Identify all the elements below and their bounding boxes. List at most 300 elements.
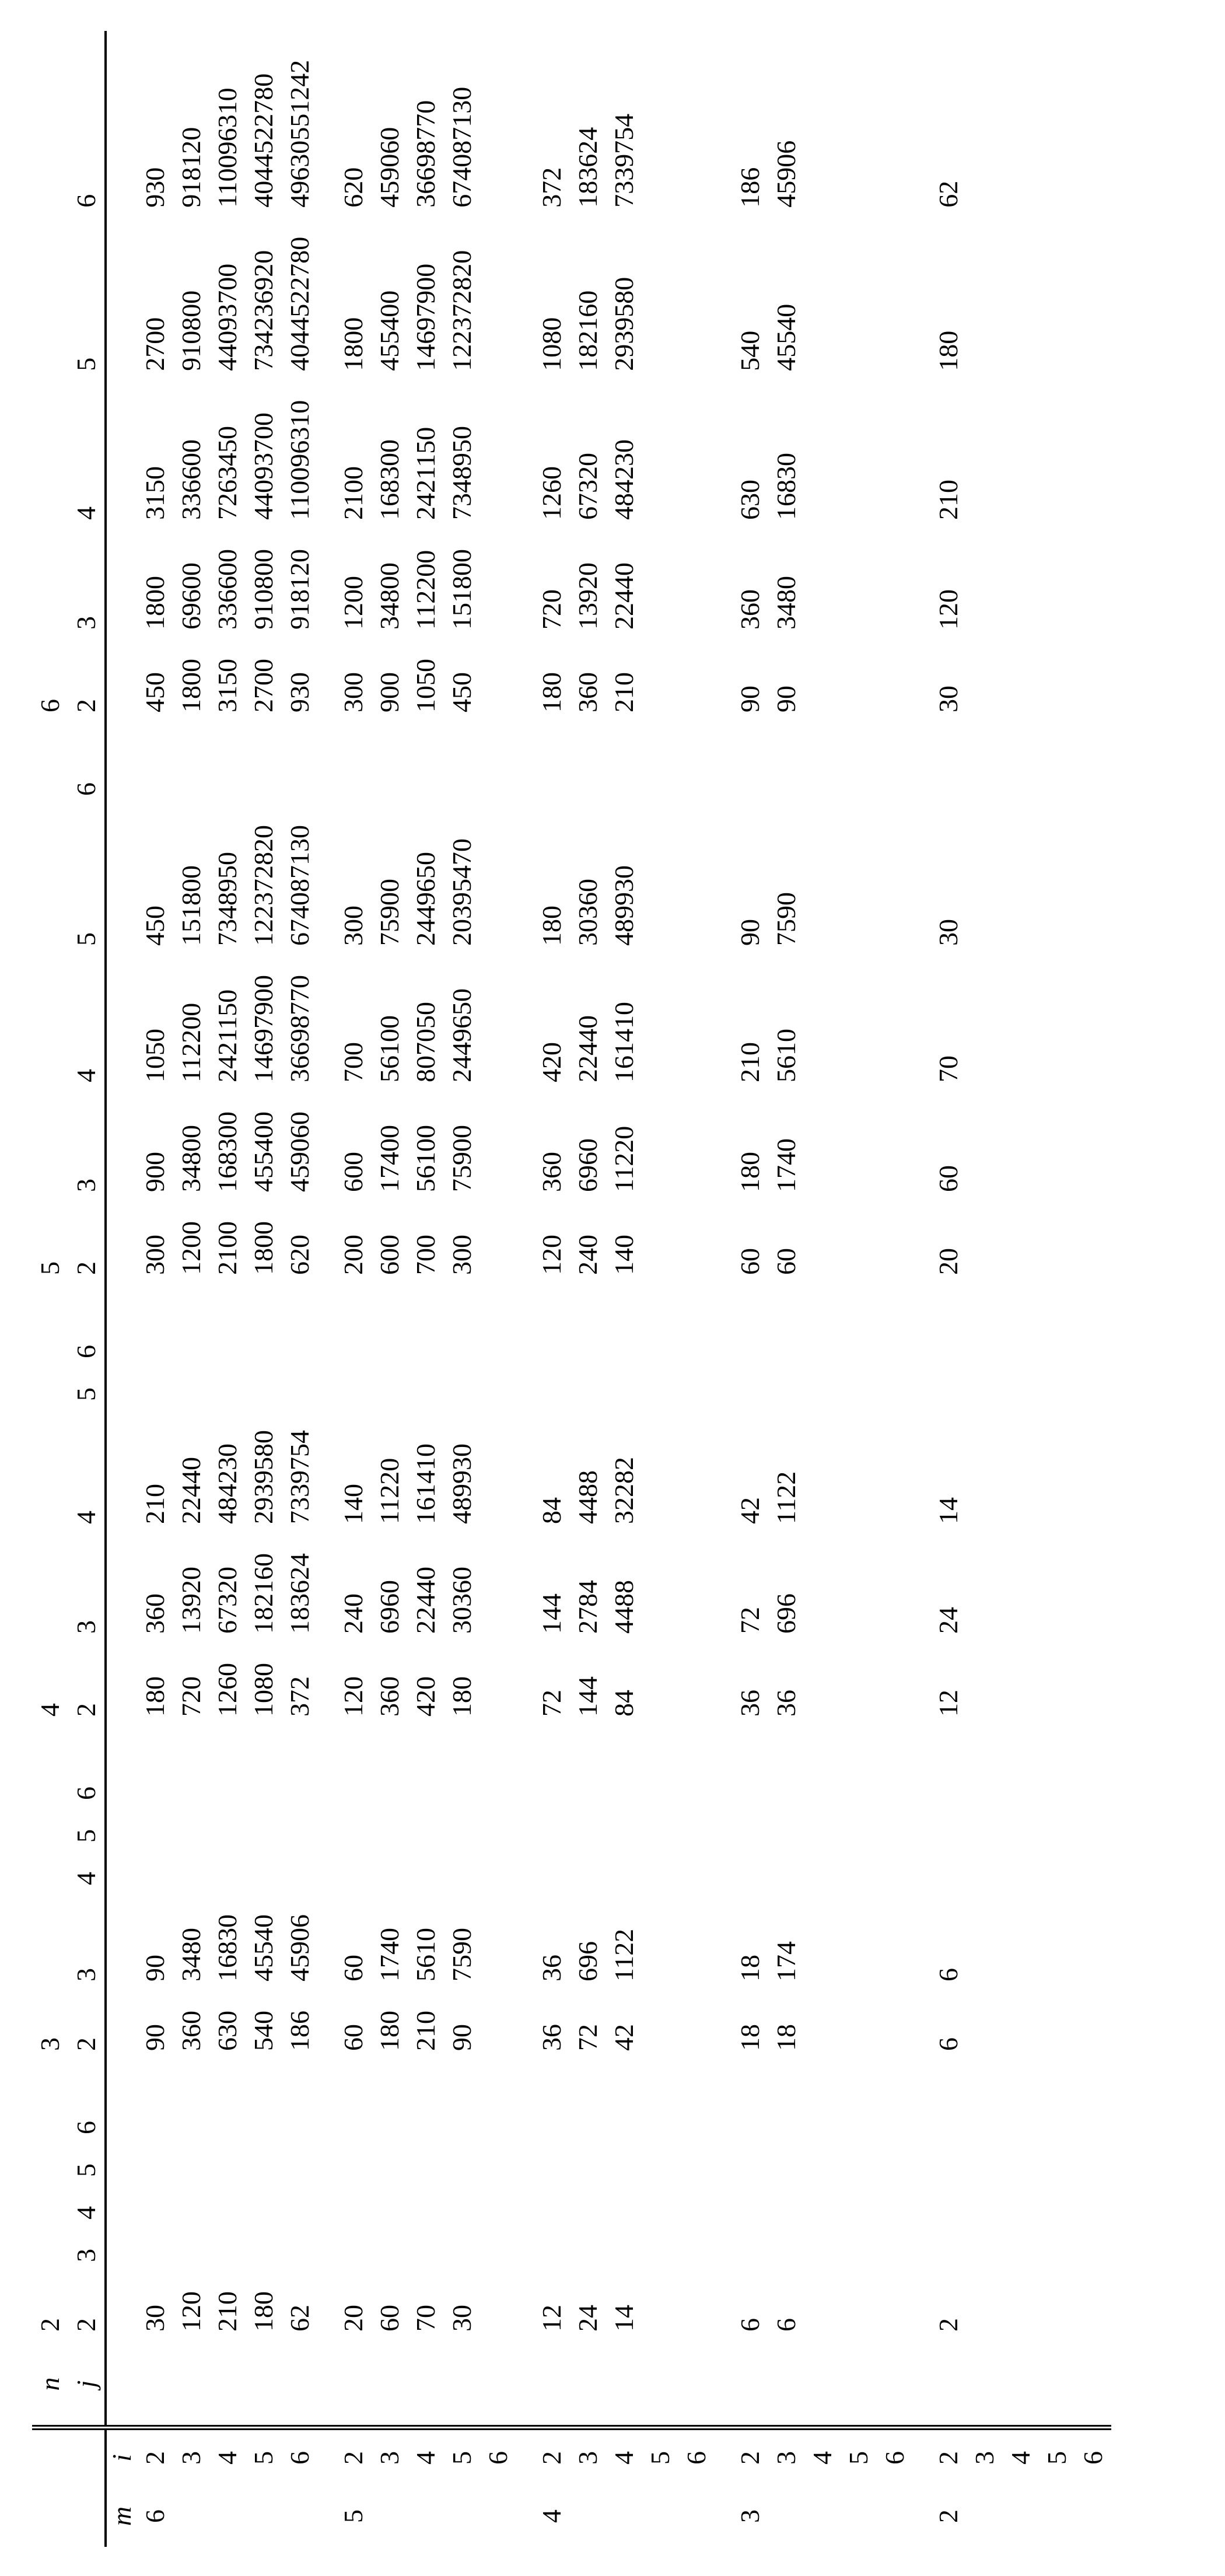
- n-group-label-2-pad: [32, 2092, 68, 2134]
- cell-m4i4-n6j5: 2939580: [609, 277, 639, 371]
- cell-m6i5-n3j3: 45540: [249, 1914, 278, 1981]
- cell-m5i6-n5j2: [480, 1192, 516, 1316]
- cell-m5i6-n5j4: [480, 946, 516, 1082]
- cell-m5i3-n4j5: [372, 1358, 408, 1401]
- cell-m5i4-n3j6: [408, 1757, 444, 1800]
- cell-m3i6-n2j6: [877, 2092, 913, 2134]
- cell-m4i4-n2j5: [606, 2134, 642, 2177]
- m-label-6-blank: [246, 2486, 282, 2547]
- cell-m5i4-n5j4: 807050: [411, 1002, 440, 1082]
- i-label-m5-i6: 6: [483, 2451, 513, 2465]
- cell-m2i5-n6j4: [1039, 371, 1075, 520]
- cell-m6i6-n3j2: 186: [285, 2011, 314, 2051]
- cell-m6i3-n2j5: [173, 2134, 209, 2177]
- cell-m6i4-n3j3: 16830: [212, 1914, 242, 1981]
- cell-m2i5-n6j3: [1039, 520, 1075, 630]
- cell-m4i2-n5j4: 420: [537, 1042, 566, 1082]
- cell-m2i4-n4j2: [1003, 1634, 1039, 1757]
- cell-m2i6-n3j5: [1075, 1800, 1111, 1843]
- cell-m3i4-n6j3: [804, 520, 841, 630]
- i-label-m3-i3: 3: [771, 2451, 801, 2465]
- cell-m6i2-n5j5: 450: [140, 906, 170, 946]
- cell-m6i6-n5j2: 620: [285, 1235, 314, 1275]
- gap-filler: [715, 31, 732, 2343]
- cell-m3i6-n2j2: [877, 2262, 913, 2343]
- cell-m3i2-n2j4: [732, 2177, 768, 2220]
- table-row-m2-i6: [1075, 31, 1111, 2547]
- cell-m6i2-n5j4: 1050: [140, 1029, 170, 1082]
- cell-m2i5-n3j4: [1039, 1843, 1075, 1885]
- m-label-5-blank: [480, 2486, 516, 2547]
- cell-m3i2-n5j2: 60: [735, 1248, 765, 1275]
- cell-m4i5-n4j3: [642, 1524, 678, 1634]
- m-label-6: 6: [140, 2509, 170, 2523]
- cell-m2i6-n5j4: [1075, 946, 1111, 1082]
- cell-m2i4-n3j2: [1003, 1981, 1039, 2092]
- mi-blank-cell: [106, 371, 137, 520]
- cell-m4i2-n4j3: 144: [537, 1593, 566, 1634]
- cell-m4i3-n3j3: 696: [573, 1941, 603, 1981]
- cell-m2i5-n2j5: [1039, 2134, 1075, 2177]
- table-row-m2-i3: [967, 31, 1003, 2547]
- cell-m6i3-n2j4: [173, 2177, 209, 2220]
- cell-m4i5-n4j2: [642, 1634, 678, 1757]
- cell-m3i6-n4j6: [877, 1316, 913, 1358]
- cell-m6i4-n2j4: [209, 2177, 246, 2220]
- cell-m6i3-n6j5: 910800: [176, 290, 206, 371]
- cell-m2i4-n5j4: [1003, 946, 1039, 1082]
- cell-m4i4-n6j6: 7339754: [609, 113, 639, 208]
- cell-m6i3-n3j5: [173, 1800, 209, 1843]
- cell-m3i2-n5j3: 180: [735, 1152, 765, 1192]
- cell-m6i6-n5j4: 36698770: [285, 975, 314, 1082]
- cell-m6i2-n3j6: [137, 1757, 173, 1800]
- mi-blank-cell: [106, 520, 137, 630]
- cell-m6i2-n6j6: 930: [140, 167, 170, 208]
- table-row-m4-i5: [642, 31, 678, 2547]
- cell-m6i2-n3j5: [137, 1800, 173, 1843]
- njlab-blank-m3-i4: [804, 2343, 841, 2428]
- cell-m4i6-n4j5: [678, 1358, 715, 1401]
- j-label-n4-j2: 2: [68, 1634, 106, 1757]
- cell-m3i3-n5j4: 5610: [771, 1029, 801, 1082]
- cell-m2i6-n3j6: [1075, 1757, 1111, 1800]
- cell-m2i3-n4j6: [967, 1316, 1003, 1358]
- cell-m3i6-n4j5: [877, 1358, 913, 1401]
- cell-m6i5-n5j3: 455400: [249, 1112, 278, 1192]
- cell-m2i6-n5j6: [1075, 753, 1111, 796]
- mi-header-row: [106, 31, 137, 2547]
- cell-m4i3-n5j6: [570, 753, 606, 796]
- cell-m6i6-n3j3: 45906: [285, 1914, 314, 1981]
- cell-m3i5-n2j3: [841, 2220, 877, 2262]
- cell-m2i6-n2j4: [1075, 2177, 1111, 2220]
- cell-m4i5-n5j2: [642, 1192, 678, 1316]
- cell-m4i6-n6j3: [678, 520, 715, 630]
- cell-m6i6-n4j2: 372: [285, 1676, 314, 1717]
- mi-blank-cell: [106, 1634, 137, 1757]
- i-label-m2-i6: 6: [1078, 2451, 1108, 2465]
- njlab-blank-m2-i2: [930, 2343, 967, 2428]
- cell-m4i5-n4j5: [642, 1358, 678, 1401]
- cell-m3i2-n5j4: 210: [735, 1042, 765, 1082]
- cell-m2i5-n5j2: [1039, 1192, 1075, 1316]
- cell-m3i2-n5j5: 90: [735, 919, 765, 946]
- cell-m3i4-n4j3: [804, 1524, 841, 1634]
- cell-m6i2-n2j3: [137, 2220, 173, 2262]
- cell-m3i6-n5j3: [877, 1082, 913, 1192]
- njlab-blank-m6-i4: [209, 2343, 246, 2428]
- j-header-row: [68, 31, 106, 2547]
- cell-m6i6-n4j3: 183624: [285, 1553, 314, 1634]
- cell-m3i6-n5j4: [877, 946, 913, 1082]
- m-label-5-blank: [444, 2486, 480, 2547]
- cell-m3i4-n4j4: [804, 1401, 841, 1524]
- cell-m5i2-n2j4: [335, 2177, 372, 2220]
- cell-m2i3-n2j2: [967, 2262, 1003, 2343]
- njlab-blank-m3-i6: [877, 2343, 913, 2428]
- mi-blank-cell: [106, 1082, 137, 1192]
- cell-m2i4-n2j5: [1003, 2134, 1039, 2177]
- cell-m2i3-n2j3: [967, 2220, 1003, 2262]
- i-label-m3-i2: 2: [735, 2451, 765, 2465]
- m-label-2-blank: [1003, 2486, 1039, 2547]
- cell-m6i3-n4j4: 22440: [176, 1457, 206, 1524]
- cell-m6i4-n6j6: 110096310: [212, 88, 242, 208]
- cell-m4i3-n4j5: [570, 1358, 606, 1401]
- cell-m3i5-n5j5: [841, 796, 877, 946]
- cell-m4i6-n2j2: [678, 2262, 715, 2343]
- cell-m5i6-n5j3: [480, 1082, 516, 1192]
- cell-m3i4-n3j5: [804, 1800, 841, 1843]
- cell-m5i4-n6j4: 2421150: [411, 427, 440, 520]
- cell-m3i3-n3j5: [768, 1800, 804, 1843]
- cell-m3i4-n4j5: [804, 1358, 841, 1401]
- njlab-blank-m5-i2: [335, 2343, 372, 2428]
- cell-m3i6-n6j3: [877, 520, 913, 630]
- cell-m5i3-n3j2: 180: [374, 2011, 404, 2051]
- cell-m3i4-n3j4: [804, 1843, 841, 1885]
- cell-m4i2-n5j5: 180: [537, 906, 566, 946]
- cell-m6i5-n4j6: [246, 1316, 282, 1358]
- cell-m2i5-n2j6: [1039, 2092, 1075, 2134]
- cell-m3i2-n3j4: [732, 1843, 768, 1885]
- j-label-n3-j3: 3: [68, 1885, 106, 1981]
- cell-m4i6-n3j6: [678, 1757, 715, 1800]
- njlab-blank-m5-i3: [372, 2343, 408, 2428]
- cell-m2i2-n3j3: 6: [933, 1968, 963, 1981]
- cell-m2i2-n5j6: [930, 753, 967, 796]
- cell-m4i4-n4j2: 84: [609, 1690, 639, 1717]
- cell-m3i3-n6j6: 45906: [771, 140, 801, 208]
- mi-blank-cell: [106, 1192, 137, 1316]
- cell-m3i6-n2j5: [877, 2134, 913, 2177]
- cell-m2i6-n4j4: [1075, 1401, 1111, 1524]
- table-row-m4-i3: [570, 31, 606, 2547]
- mi-blank-cell: [106, 630, 137, 753]
- cell-m2i2-n6j2: 30: [933, 686, 963, 712]
- cell-m3i2-n4j3: 72: [735, 1607, 765, 1634]
- cell-m3i3-n3j6: [768, 1757, 804, 1800]
- cell-m2i5-n6j2: [1039, 630, 1075, 753]
- cell-m2i6-n3j2: [1075, 1981, 1111, 2092]
- cell-m5i5-n6j2: 450: [447, 672, 477, 712]
- m-label-4-blank: [678, 2486, 715, 2547]
- cell-m5i4-n5j5: 2449650: [411, 852, 440, 946]
- cell-m5i3-n2j3: [372, 2220, 408, 2262]
- cell-m5i2-n4j5: [335, 1358, 372, 1401]
- cell-m3i3-n2j3: [768, 2220, 804, 2262]
- cell-m4i5-n5j4: [642, 946, 678, 1082]
- njlab-blank-m6-i5: [246, 2343, 282, 2428]
- cell-m6i5-n3j4: [246, 1843, 282, 1885]
- cell-m2i6-n4j5: [1075, 1358, 1111, 1401]
- cell-m2i4-n6j6: [1003, 31, 1039, 208]
- n-group-label-6-pad: [32, 31, 68, 208]
- cell-m2i2-n2j6: [930, 2092, 967, 2134]
- j-label-n2-j3: 3: [68, 2220, 106, 2262]
- cell-m6i3-n5j5: 151800: [176, 865, 206, 946]
- cell-m2i2-n5j3: 60: [933, 1165, 963, 1192]
- cell-m2i6-n3j3: [1075, 1885, 1111, 1981]
- gap-filler: [913, 31, 930, 2343]
- n-group-label-3-pad: [32, 1885, 68, 1981]
- cell-m6i4-n5j2: 2100: [212, 1221, 242, 1275]
- cell-m6i3-n2j3: [173, 2220, 209, 2262]
- j-label-n5-j6: 6: [68, 753, 106, 796]
- cell-m2i6-n2j5: [1075, 2134, 1111, 2177]
- cell-m6i3-n4j5: [173, 1358, 209, 1401]
- cell-m6i5-n6j6: 4044522780: [249, 73, 278, 208]
- i-label-m2-i2: 2: [933, 2451, 963, 2465]
- cell-m5i5-n5j6: [444, 753, 480, 796]
- cell-m6i3-n3j6: [173, 1757, 209, 1800]
- cell-m3i5-n5j2: [841, 1192, 877, 1316]
- cell-m5i6-n2j2: [480, 2262, 516, 2343]
- cell-m2i4-n4j6: [1003, 1316, 1039, 1358]
- cell-m5i4-n5j6: [408, 753, 444, 796]
- cell-m4i6-n3j2: [678, 1981, 715, 2092]
- njlab-blank-m3-i3: [768, 2343, 804, 2428]
- j-label-n3-j6: 6: [68, 1757, 106, 1800]
- j-label-n5-j4: 4: [68, 946, 106, 1082]
- cell-m6i3-n5j3: 34800: [176, 1125, 206, 1192]
- cell-m5i6-n3j6: [480, 1757, 516, 1800]
- cell-m6i2-n4j6: [137, 1316, 173, 1358]
- cell-m5i5-n4j3: 30360: [447, 1567, 477, 1634]
- cell-m6i5-n2j4: [246, 2177, 282, 2220]
- cell-m3i6-n3j2: [877, 1981, 913, 2092]
- cell-m4i3-n4j3: 2784: [573, 1580, 603, 1634]
- cell-m4i3-n6j4: 67320: [573, 453, 603, 520]
- cell-m4i4-n3j4: [606, 1843, 642, 1885]
- cell-m3i2-n6j5: 540: [735, 330, 765, 371]
- cell-m4i3-n6j6: 183624: [573, 127, 603, 208]
- cell-m6i6-n5j6: [282, 753, 318, 796]
- cell-m2i5-n5j3: [1039, 1082, 1075, 1192]
- cell-m3i3-n4j3: 696: [771, 1593, 801, 1634]
- cell-m6i4-n2j6: [209, 2092, 246, 2134]
- cell-m3i2-n2j6: [732, 2092, 768, 2134]
- cell-m4i5-n2j6: [642, 2092, 678, 2134]
- njlab-blank-m4-i4: [606, 2343, 642, 2428]
- mi-blank-cell: [106, 1885, 137, 1981]
- cell-m5i4-n3j5: [408, 1800, 444, 1843]
- cell-m3i5-n5j4: [841, 946, 877, 1082]
- n-group-label-2-pad: [32, 2134, 68, 2177]
- j-label-n2-j2: 2: [68, 2262, 106, 2343]
- cell-m4i2-n3j6: [534, 1757, 570, 1800]
- cell-m4i2-n3j5: [534, 1800, 570, 1843]
- cell-m3i6-n4j2: [877, 1634, 913, 1757]
- m-label-4-blank: [642, 2486, 678, 2547]
- cell-m5i2-n2j2: 20: [338, 2305, 368, 2332]
- cell-m4i6-n5j6: [678, 753, 715, 796]
- cell-m3i4-n3j6: [804, 1757, 841, 1800]
- cell-m3i5-n5j6: [841, 753, 877, 796]
- cell-m6i5-n5j6: [246, 753, 282, 796]
- cell-m3i4-n6j5: [804, 208, 841, 371]
- cell-m5i6-n5j5: [480, 796, 516, 946]
- cell-m3i3-n2j2: 6: [771, 2318, 801, 2332]
- cell-m4i5-n2j5: [642, 2134, 678, 2177]
- corner-blank-m: [32, 2486, 68, 2547]
- cell-m2i3-n6j2: [967, 630, 1003, 753]
- cell-m5i2-n6j3: 1200: [338, 576, 368, 630]
- cell-m2i5-n5j6: [1039, 753, 1075, 796]
- cell-m4i6-n5j2: [678, 1192, 715, 1316]
- cell-m6i6-n3j4: [282, 1843, 318, 1885]
- cell-m3i4-n6j2: [804, 630, 841, 753]
- cell-m3i5-n6j2: [841, 630, 877, 753]
- cell-m4i2-n5j3: 360: [537, 1152, 566, 1192]
- table-row-m5-i3: [372, 31, 408, 2547]
- cell-m4i5-n6j6: [642, 31, 678, 208]
- cell-m4i3-n3j2: 72: [573, 2024, 603, 2051]
- cell-m2i3-n3j5: [967, 1800, 1003, 1843]
- cell-m3i2-n6j2: 90: [735, 686, 765, 712]
- table-row-m4-i6: [678, 31, 715, 2547]
- cell-m3i3-n6j2: 90: [771, 686, 801, 712]
- n-group-label-4: 4: [35, 1703, 65, 1717]
- cell-m6i6-n6j2: 930: [285, 672, 314, 712]
- cell-m6i6-n3j6: [282, 1757, 318, 1800]
- cell-m4i5-n6j4: [642, 371, 678, 520]
- cell-m6i2-n6j5: 2700: [140, 317, 170, 371]
- cell-m4i5-n5j6: [642, 753, 678, 796]
- n-group-label-5-pad: [32, 1082, 68, 1192]
- cell-m6i6-n2j5: [282, 2134, 318, 2177]
- m-label-3-blank: [768, 2486, 804, 2547]
- cell-m4i3-n6j5: 182160: [573, 290, 603, 371]
- j-label-n6-j3: 3: [68, 520, 106, 630]
- cell-m4i5-n2j4: [642, 2177, 678, 2220]
- cell-m5i6-n4j4: [480, 1401, 516, 1524]
- cell-m5i3-n4j6: [372, 1316, 408, 1358]
- cell-m2i2-n5j5: 30: [933, 919, 963, 946]
- cell-m3i6-n2j3: [877, 2220, 913, 2262]
- cell-m2i6-n6j3: [1075, 520, 1111, 630]
- cell-m2i2-n3j6: [930, 1757, 967, 1800]
- cell-m4i5-n3j4: [642, 1843, 678, 1885]
- cell-m6i2-n4j2: 180: [140, 1676, 170, 1717]
- cell-m5i2-n3j4: [335, 1843, 372, 1885]
- cell-m2i6-n6j4: [1075, 371, 1111, 520]
- cell-m4i3-n5j3: 6960: [573, 1138, 603, 1192]
- cell-m3i4-n2j2: [804, 2262, 841, 2343]
- cell-m6i2-n2j5: [137, 2134, 173, 2177]
- gap-m: [318, 2486, 335, 2547]
- cell-m2i5-n4j6: [1039, 1316, 1075, 1358]
- cell-m4i3-n6j2: 360: [573, 672, 603, 712]
- cell-m3i2-n5j6: [732, 753, 768, 796]
- cell-m2i4-n5j3: [1003, 1082, 1039, 1192]
- group-gap-row: [715, 31, 732, 2547]
- cell-m6i4-n3j6: [209, 1757, 246, 1800]
- njlab-blank-m6-i3: [173, 2343, 209, 2428]
- cell-m5i4-n2j6: [408, 2092, 444, 2134]
- cell-m5i3-n5j2: 600: [374, 1235, 404, 1275]
- m-label-5: 5: [338, 2509, 368, 2523]
- cell-m3i4-n5j5: [804, 796, 841, 946]
- mi-blank-cell: [106, 1981, 137, 2092]
- cell-m5i5-n5j3: 75900: [447, 1125, 477, 1192]
- cell-m4i5-n6j3: [642, 520, 678, 630]
- cell-m3i6-n4j4: [877, 1401, 913, 1524]
- j-label-n4-j5: 5: [68, 1358, 106, 1401]
- cell-m4i6-n5j5: [678, 796, 715, 946]
- cell-m4i4-n4j6: [606, 1316, 642, 1358]
- cell-m2i4-n5j6: [1003, 753, 1039, 796]
- cell-m6i2-n3j2: 90: [140, 2024, 170, 2051]
- data-table: [32, 31, 1111, 2547]
- table-row-m6-i4: [209, 31, 246, 2547]
- cell-m6i5-n2j2: 180: [249, 2291, 278, 2332]
- cell-m3i3-n3j2: 18: [771, 2024, 801, 2051]
- cell-m2i4-n2j2: [1003, 2262, 1039, 2343]
- i-label-m3-i4: 4: [807, 2451, 837, 2465]
- cell-m5i6-n4j5: [480, 1358, 516, 1401]
- i-label-m3-i5: 5: [844, 2451, 873, 2465]
- cell-m3i4-n2j5: [804, 2134, 841, 2177]
- m-label-3-blank: [841, 2486, 877, 2547]
- cell-m2i4-n5j5: [1003, 796, 1039, 946]
- cell-m2i5-n2j2: [1039, 2262, 1075, 2343]
- n-group-label-4-pad: [32, 1316, 68, 1358]
- cell-m5i3-n5j5: 75900: [374, 879, 404, 946]
- cell-m6i4-n4j2: 1260: [212, 1663, 242, 1717]
- cell-m4i4-n3j5: [606, 1800, 642, 1843]
- cell-m4i6-n2j4: [678, 2177, 715, 2220]
- cell-m4i3-n2j6: [570, 2092, 606, 2134]
- cell-m5i2-n2j5: [335, 2134, 372, 2177]
- cell-m6i5-n2j6: [246, 2092, 282, 2134]
- cell-m5i4-n3j2: 210: [411, 2011, 440, 2051]
- cell-m3i3-n5j3: 1740: [771, 1138, 801, 1192]
- n-group-label-6-pad: [32, 520, 68, 630]
- i-label-m6-i6: 6: [285, 2451, 314, 2465]
- cell-m5i2-n5j4: 700: [338, 1042, 368, 1082]
- i-label-m6-i4: 4: [212, 2451, 242, 2465]
- cell-m2i2-n6j6: 62: [933, 180, 963, 208]
- cell-m4i6-n4j6: [678, 1316, 715, 1358]
- n-group-label-4-pad: [32, 1358, 68, 1401]
- cell-m5i5-n3j3: 7590: [447, 1928, 477, 1981]
- cell-m3i5-n3j6: [841, 1757, 877, 1800]
- cell-m6i4-n4j6: [209, 1316, 246, 1358]
- cell-m2i6-n2j2: [1075, 2262, 1111, 2343]
- cell-m2i3-n6j5: [967, 208, 1003, 371]
